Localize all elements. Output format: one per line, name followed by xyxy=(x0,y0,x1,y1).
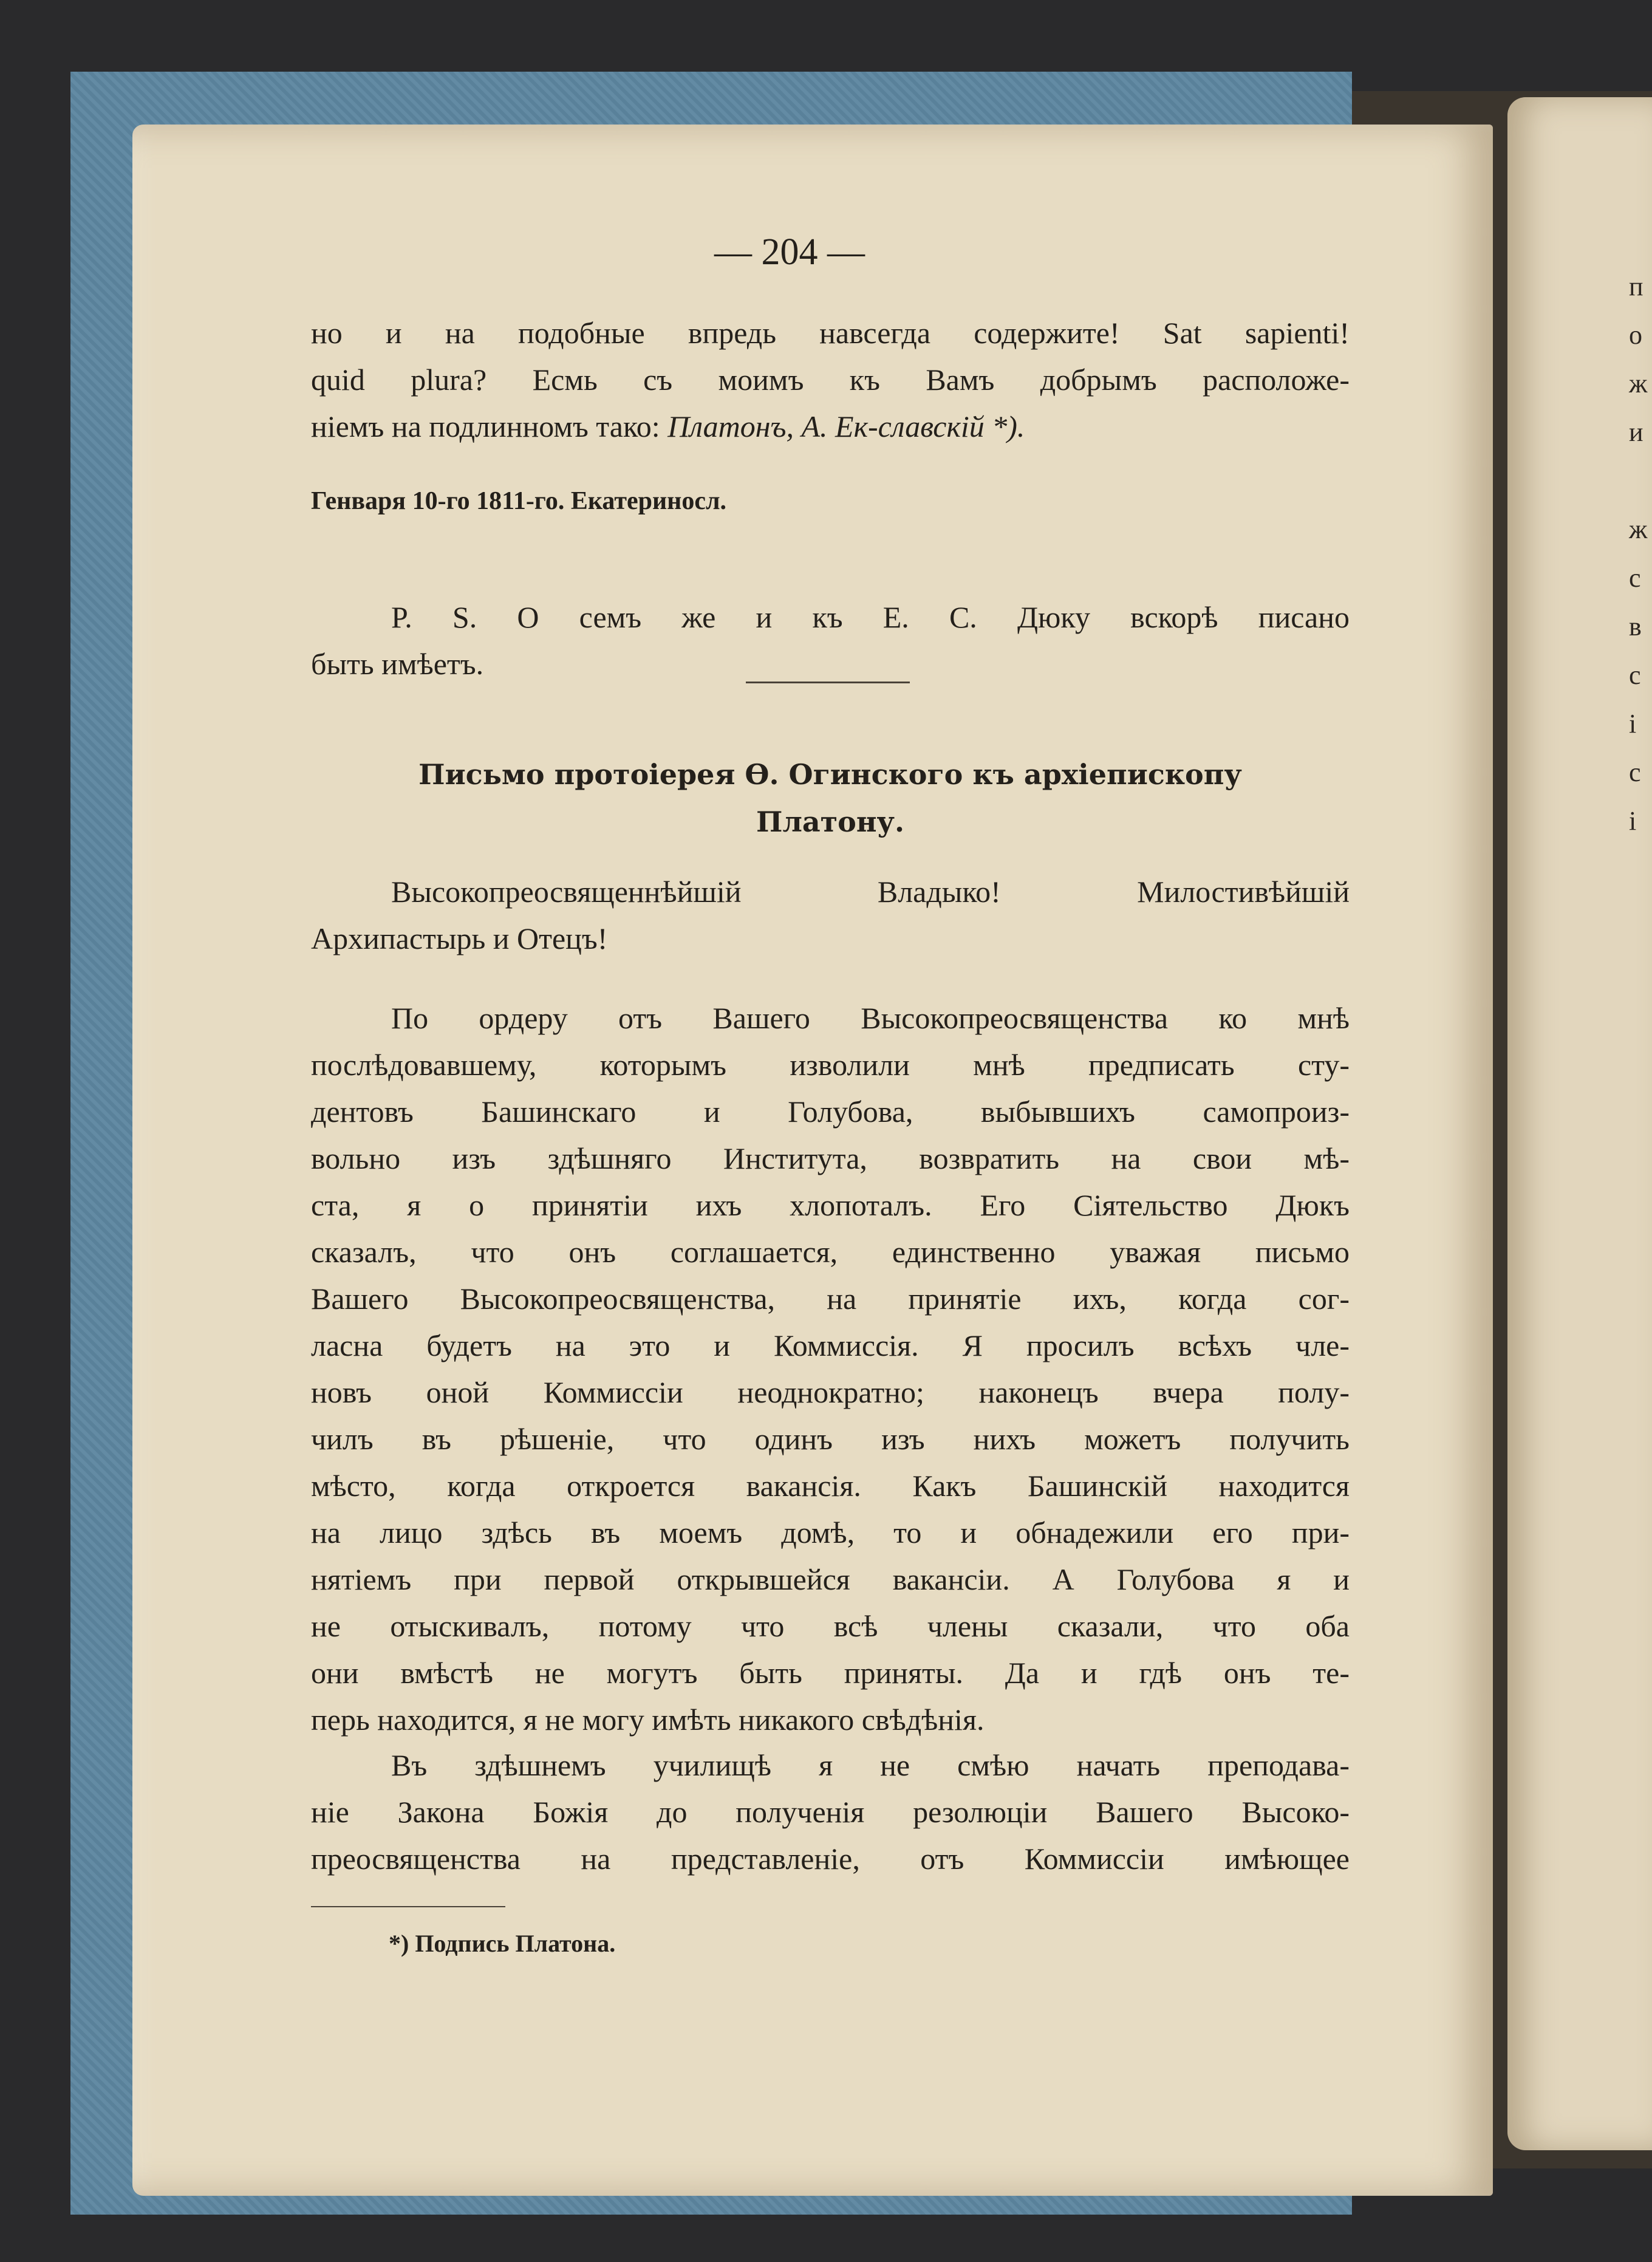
text-line: не отыскивалъ, потому что всѣ члены сказали, что оба xyxy=(311,1609,1350,1643)
text-line: мѣсто, когда откроется вакансія. Какъ Башинскій находится xyxy=(311,1469,1350,1503)
signature-text: Платонъ, А. Ек-славскій *). xyxy=(667,409,1025,443)
edge-letter: і xyxy=(1629,709,1637,739)
text-line: чилъ въ рѣшеніе, что одинъ изъ нихъ можетъ получить xyxy=(311,1422,1350,1456)
edge-letter: и xyxy=(1629,417,1643,447)
text-segment: ніемъ на подлинномъ тако: xyxy=(311,409,668,443)
edge-letter: і xyxy=(1629,806,1637,836)
text-line: сказалъ, что онъ соглашается, единственно уважая письмо xyxy=(311,1235,1350,1269)
text-line: послѣдовавшему, которымъ изволили мнѣ предписать сту- xyxy=(311,1048,1350,1082)
edge-letter: ж xyxy=(1629,514,1648,544)
body-paragraph xyxy=(311,995,1350,1743)
text-line: Высокопреосвященнѣйшій Владыко! Милостивѣйшій xyxy=(391,875,1350,909)
footnote: *) Подпись Платона. xyxy=(389,1930,616,1957)
edge-letter: с xyxy=(1629,757,1641,787)
edge-letter: с xyxy=(1629,660,1641,690)
footnote-divider xyxy=(311,1906,505,1907)
text-line: P. S. О семъ же и къ Е. С. Дюку вскорѣ писано xyxy=(391,600,1350,634)
letter-heading xyxy=(311,751,1350,846)
text-line: quid plura? Есмь съ моимъ къ Вамъ добрымъ расположе- xyxy=(311,363,1350,397)
text-line: дентовъ Башинскаго и Голубова, выбывшихъ самопроиз- xyxy=(311,1095,1350,1129)
text-line: Въ здѣшнемъ училищѣ я не смѣю начать преподава- xyxy=(391,1748,1350,1782)
text-line: новъ оной Коммиссіи неоднократно; наконецъ вчера полу- xyxy=(311,1375,1350,1409)
text-line: преосвященства на представленіе, отъ Коммиссіи имѣющее xyxy=(311,1842,1350,1876)
text-line: ласна будетъ на это и Коммиссія. Я просилъ всѣхъ чле- xyxy=(311,1328,1350,1362)
text-line: они вмѣстѣ не могутъ быть приняты. Да и гдѣ онъ те- xyxy=(311,1656,1350,1690)
text-line: ніе Закона Божія до полученія резолюціи Вашего Высоко- xyxy=(311,1795,1350,1829)
heading-line: Платону. xyxy=(756,805,904,838)
text-line: По ордеру отъ Вашего Высокопреосвященства ко мнѣ xyxy=(391,1001,1350,1035)
text-line: ста, я о принятіи ихъ хлопоталъ. Его Сіятельство Дюкъ xyxy=(311,1188,1350,1222)
text-line: быть имѣетъ. xyxy=(311,647,484,681)
edge-letter: с xyxy=(1629,563,1641,593)
next-page-edge xyxy=(1507,97,1652,2150)
text-line: Архипастырь и Отецъ! xyxy=(311,921,608,955)
text-line: вольно изъ здѣшняго Института, возвратить на свои мѣ- xyxy=(311,1141,1350,1175)
edge-letter: в xyxy=(1629,612,1642,641)
heading-line: Письмо протоіерея Ѳ. Огинского къ архіепископу xyxy=(418,758,1242,791)
text-line: нятіемъ при первой открывшейся вакансіи. А Голубова я и xyxy=(311,1562,1350,1596)
text-line: Вашего Высокопреосвященства, на принятіе ихъ, когда сог- xyxy=(311,1282,1350,1316)
date-line: Генваря 10-го 1811-го. Екатериносл. xyxy=(311,487,727,515)
salutation xyxy=(311,869,1350,962)
edge-letter: ж xyxy=(1629,369,1648,398)
edge-letter: о xyxy=(1629,320,1642,350)
text-line: на лицо здѣсь въ моемъ домѣ, то и обнадежили его при- xyxy=(311,1515,1350,1550)
page-number: — 204 — xyxy=(714,231,865,273)
text-line: перь находится, я не могу имѣть никакого свѣдѣнія. xyxy=(311,1703,985,1737)
section-divider xyxy=(746,682,910,683)
edge-letter: п xyxy=(1629,272,1643,301)
body-paragraph xyxy=(311,1742,1350,1882)
postscript xyxy=(311,594,1350,688)
continuation-paragraph xyxy=(311,310,1350,450)
text-line xyxy=(311,403,1350,450)
text-line: но и на подобные впредь навсегда содержите! Sat sapienti! xyxy=(311,316,1350,350)
